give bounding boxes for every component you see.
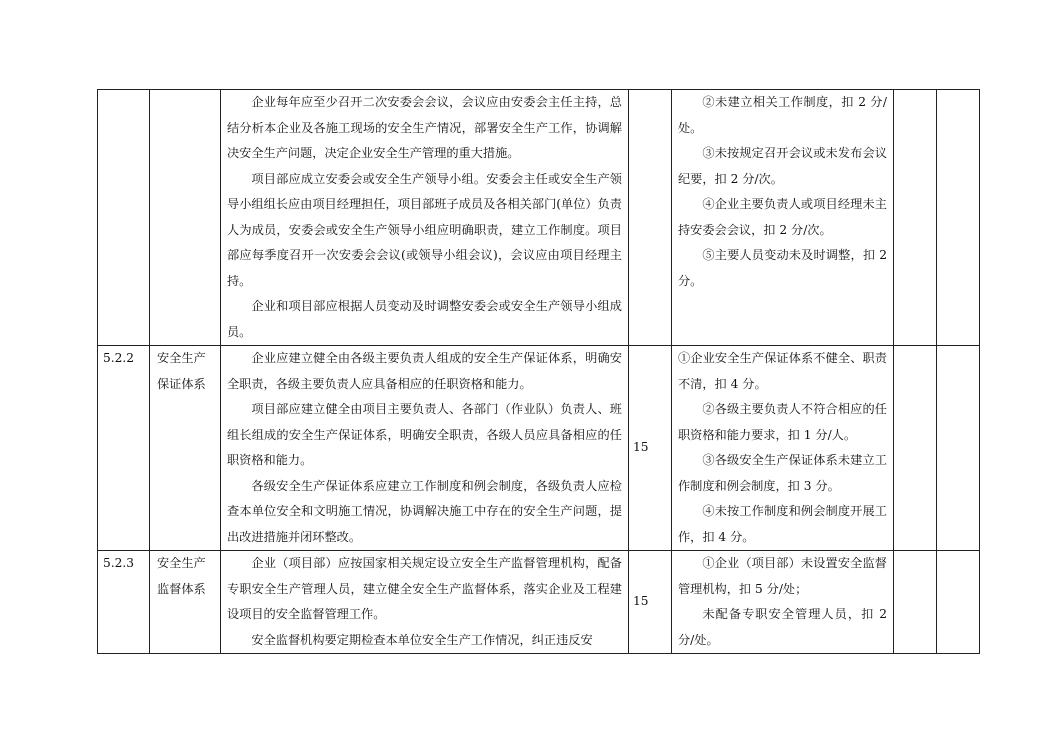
item-code: 5.2.2 [98,346,150,551]
deduction-rule: ②各级主要负责人不符合相应的任职资格和能力要求，扣 1 分/人。 [678,402,887,442]
deduction-rule: ③各级安全生产保证体系未建立工作制度和例会制度，扣 3 分。 [678,453,887,493]
empty-cell [937,90,980,346]
deduction-rule: ①企业（项目部）未设置安全监督管理机构，扣 5 分/处； [678,556,887,596]
item-name [150,90,221,346]
content-paragraph: 企业应建立健全由各级主要负责人组成的安全生产保证体系，明确安全职责，各级主要负责人应具备相应的任职资格和能力。 [227,351,622,391]
content-paragraph: 企业每年应至少召开二次安委会会议，会议应由安委会主任主持，总结分析本企业及各施工现场的安全生产情况，部署安全生产工作，协调解决安全生产问题，决定企业安全生产管理的重大措施。 [227,95,622,160]
deduction-rule: ①企业安全生产保证体系不健全、职责不清，扣 4 分。 [678,351,887,391]
item-score: 15 [629,346,672,551]
empty-cell [937,551,980,654]
standard-table [97,89,980,654]
item-name: 安全生产监督体系 [150,551,221,654]
empty-cell [894,90,937,346]
deduction-rules [672,551,894,654]
empty-cell [894,346,937,551]
content-paragraph: 安全监督机构要定期检查本单位安全生产工作情况，纠正违反安 [251,632,593,647]
deduction-rule: ④未按工作制度和例会制度开展工作，扣 4 分。 [678,504,887,544]
item-score: 15 [629,551,672,654]
item-code [98,90,150,346]
item-content [221,346,629,551]
table-row [98,346,980,551]
item-score [629,90,672,346]
deduction-rules [672,90,894,346]
content-paragraph: 企业和项目部应根据人员变动及时调整安委会或安全生产领导小组成员。 [227,299,622,339]
deduction-rule: ③未按规定召开会议或未发布会议纪要，扣 2 分/次。 [678,146,887,186]
item-code: 5.2.3 [98,551,150,654]
empty-cell [894,551,937,654]
item-name: 安全生产保证体系 [150,346,221,551]
content-paragraph: 项目部应成立安委会或安全生产领导小组。安委会主任或安全生产领导小组组长应由项目经理担任，项目部班子成员及各相关部门(单位）负责人为成员，安委会或安全生产领导小组应明确职责，建立工作制度。项目部应每季度召开一次安委会会议(或领导小组会议)，会议应由项目经理主持。 [227,171,622,288]
empty-cell [937,346,980,551]
content-paragraph: 企业（项目部）应按国家相关规定设立安全生产监督管理机构，配备专职安全生产管理人员，建立健全安全生产监督体系，落实企业及工程建设项目的安全监督管理工作。 [227,556,622,621]
deduction-rule: ④企业主要负责人或项目经理未主持安委会会议，扣 2 分/次。 [678,197,887,237]
deduction-rule: ②未建立相关工作制度，扣 2 分/处。 [678,95,887,135]
table-row [98,90,980,346]
content-paragraph: 各级安全生产保证体系应建立工作制度和例会制度，各级负责人应检查本单位安全和文明施工情况，协调解决施工中存在的安全生产问题，提出改进措施并闭环整改。 [227,478,622,544]
deduction-rule: 未配备专职安全管理人员，扣 2 分/处。 [678,607,887,647]
content-paragraph: 项目部应建立健全由项目主要负责人、各部门（作业队）负责人、班组长组成的安全生产保证体系，明确安全职责，各级人员应具备相应的任职资格和能力。 [227,402,622,467]
item-content [221,551,629,654]
deduction-rule: ⑤主要人员变动未及时调整，扣 2 分。 [678,248,887,288]
item-content [221,90,629,346]
deduction-rules [672,346,894,551]
table-row [98,551,980,654]
